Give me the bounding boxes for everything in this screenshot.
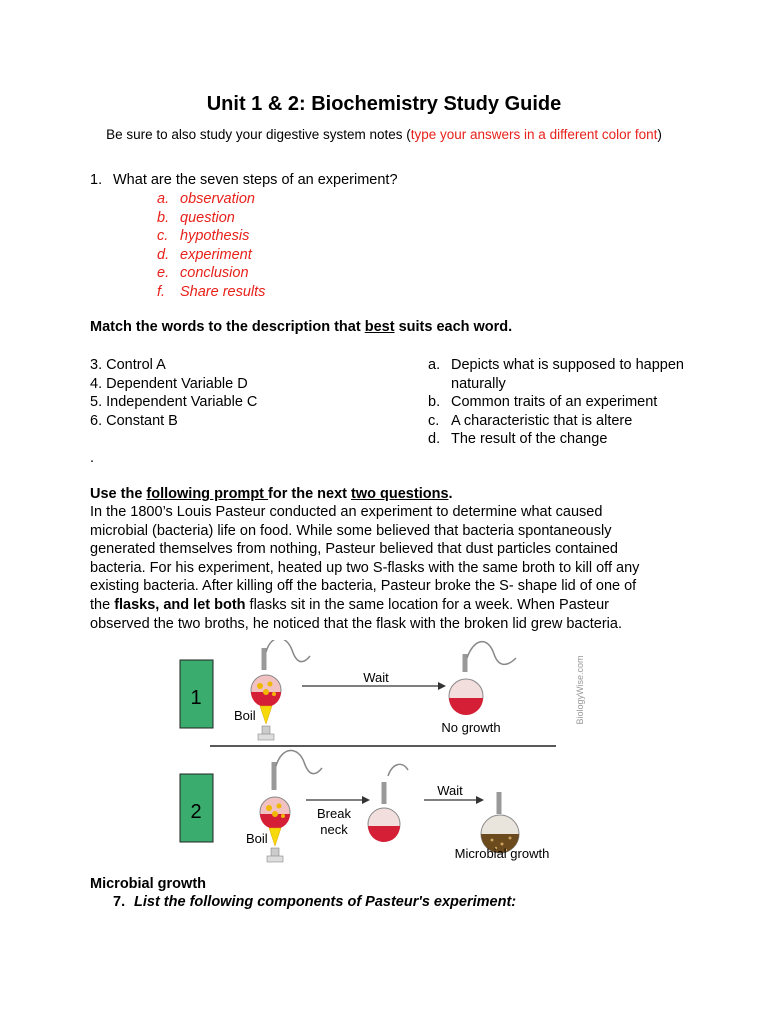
prompt-heading-underlined: two questions xyxy=(351,486,449,502)
question-7 xyxy=(113,894,516,910)
paragraph-line: In the 1800’s Louis Pasteur conducted an experiment to determine what caused xyxy=(90,504,603,520)
answer-item xyxy=(157,264,265,283)
paragraph-bold-text: flasks, and let both xyxy=(114,596,246,613)
match-heading-emphasis: best xyxy=(364,319,395,335)
answer-text: question xyxy=(180,209,235,226)
wait-arrow-2-head xyxy=(476,796,484,804)
match-term: 3. Control A xyxy=(90,357,166,373)
question-1-number: 1. xyxy=(90,172,103,188)
description-letter: a. xyxy=(428,357,441,373)
match-description xyxy=(428,393,688,412)
question-1 xyxy=(90,172,398,188)
answer-item xyxy=(157,190,265,209)
answer-text: hypothesis xyxy=(180,228,250,245)
description-text: Common traits of an experiment xyxy=(451,394,658,410)
answer-text: conclusion xyxy=(180,265,249,282)
boil-label-2: Boil xyxy=(246,831,268,846)
wait-label-1: Wait xyxy=(363,670,389,685)
watermark: BiologyWise.com xyxy=(575,655,585,725)
match-heading-end: suits each word. xyxy=(394,319,513,335)
answer-letter: e. xyxy=(157,265,170,282)
wait-label-2: Wait xyxy=(437,783,463,798)
boiling-flask-1 xyxy=(251,640,310,740)
description-letter: b. xyxy=(428,394,441,410)
paragraph-line: observed the two broths, he noticed that the flask with the broken lid grew bacteria. xyxy=(90,615,622,632)
paragraph-text: flasks sit in the same location for a week. When Pasteur xyxy=(245,596,610,613)
neck-label: neck xyxy=(320,822,348,837)
prompt-heading-part: . xyxy=(448,486,453,502)
prompt-heading-part: for the next xyxy=(268,486,352,502)
description-text: A characteristic that is altere xyxy=(451,412,633,429)
answer-text: observation xyxy=(180,191,255,207)
break-label: Break xyxy=(317,806,351,821)
no-growth-label: No growth xyxy=(441,720,501,735)
answer-letter: a. xyxy=(157,191,170,207)
description-letter: d. xyxy=(428,431,441,447)
panel-2-label: 2 xyxy=(190,801,202,823)
stray-dot: . xyxy=(90,450,95,466)
paragraph-line: generated themselves from nothing, Pasteur believed that dust particles contained xyxy=(90,541,618,558)
prompt-paragraph xyxy=(90,503,690,633)
match-description xyxy=(428,412,688,431)
answer-item xyxy=(157,246,265,265)
description-letter: c. xyxy=(428,412,440,429)
microbial-growth-flask xyxy=(481,792,519,853)
match-heading xyxy=(90,319,512,335)
match-term: 5. Independent Variable C xyxy=(90,394,258,410)
answer-text: experiment xyxy=(180,246,252,263)
broken-neck-flask xyxy=(368,764,408,842)
answer-item xyxy=(157,227,265,246)
microbial-growth-label: Microbial growth xyxy=(454,846,550,861)
match-terms xyxy=(90,356,257,430)
wait-arrow-1-head xyxy=(438,682,446,690)
paragraph-text: the xyxy=(90,596,115,613)
pasteur-experiment-figure xyxy=(176,640,596,870)
answer-letter: c. xyxy=(157,228,169,245)
break-neck-arrow-head xyxy=(362,796,370,804)
paragraph-line: existing bacteria. After killing off the bacteria, Pasteur broke the S- shape lid of one of xyxy=(90,578,637,595)
match-term: 4. Dependent Variable D xyxy=(90,375,248,392)
prompt-heading xyxy=(90,486,453,502)
paragraph-line: bacteria. For his experiment, heated up two S-flasks with the same broth to kill off any xyxy=(90,559,640,576)
match-descriptions xyxy=(428,356,688,449)
question-1-answers xyxy=(157,190,265,302)
paragraph-line xyxy=(90,596,690,615)
boiling-flask-2 xyxy=(260,750,322,862)
page-title: Unit 1 & 2: Biochemistry Study Guide xyxy=(206,93,562,115)
figure-caption: Microbial growth xyxy=(90,876,206,892)
match-heading-text: Match the words to the description that xyxy=(90,319,365,335)
answer-letter: d. xyxy=(157,246,170,263)
question-7-text: List the following components of Pasteur's experiment: xyxy=(134,894,517,910)
answer-letter: f. xyxy=(157,283,166,300)
panel-1-label: 1 xyxy=(190,687,202,709)
boil-label-1: Boil xyxy=(234,708,256,723)
paragraph-line: microbial (bacteria) life on food. While some believed that bacteria spontaneously xyxy=(90,522,612,539)
subtitle xyxy=(0,127,768,142)
match-description xyxy=(428,356,688,393)
answer-letter: b. xyxy=(157,209,170,226)
question-7-number: 7. xyxy=(113,894,126,910)
subtitle-close: ) xyxy=(657,127,662,142)
answer-item xyxy=(157,209,265,228)
result-flask-1 xyxy=(449,642,516,715)
description-text: The result of the change xyxy=(451,431,608,447)
match-term: 6. Constant B xyxy=(90,412,178,429)
subtitle-text: Be sure to also study your digestive system notes ( xyxy=(106,127,411,142)
match-description xyxy=(428,430,688,449)
answer-text: Share results xyxy=(180,283,266,300)
description-text: Depicts what is supposed to happen naturally xyxy=(451,357,684,392)
subtitle-red-instruction: type your answers in a different color font xyxy=(410,127,658,142)
prompt-heading-part: Use the xyxy=(90,486,147,502)
question-1-text: What are the seven steps of an experiment? xyxy=(113,172,398,188)
answer-item xyxy=(157,283,265,302)
prompt-heading-underlined: following prompt xyxy=(146,486,269,502)
